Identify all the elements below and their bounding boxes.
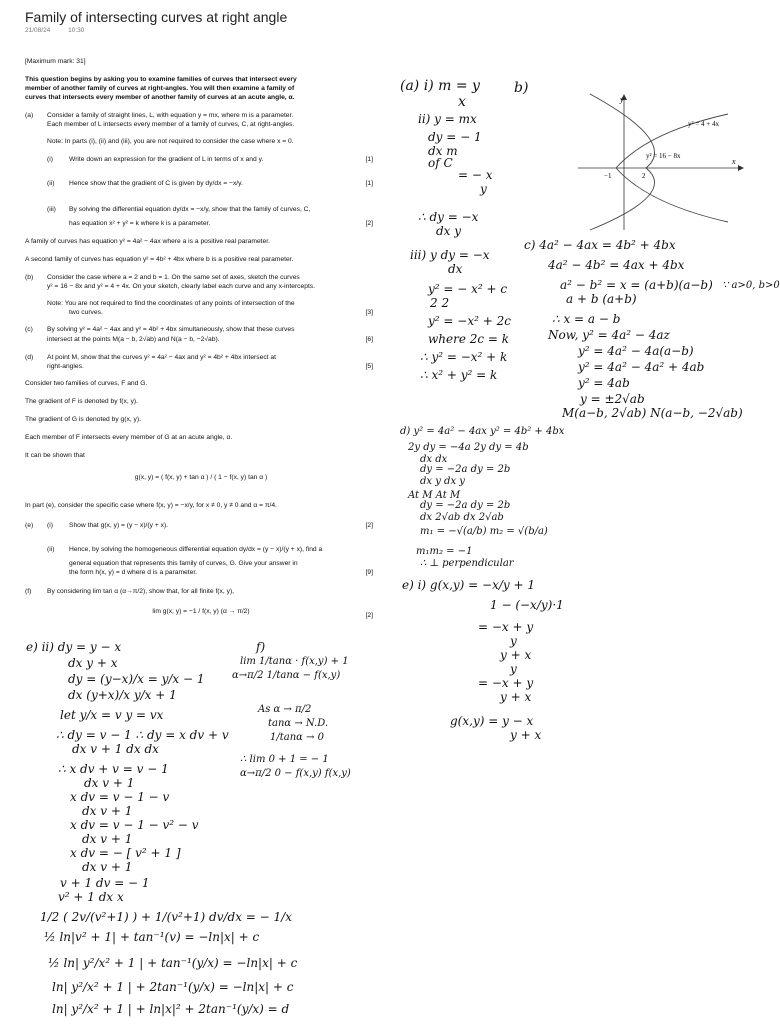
hw-d-6: At M At M [408, 490, 461, 501]
hw-c-8: y² = 4a² − 4a² + 4ab [578, 360, 705, 374]
hw-a-i-1: (a) i) m = y [400, 78, 480, 94]
part-d-text-2: right-angles. [47, 363, 84, 370]
hw-c-9: y² = 4ab [578, 376, 630, 390]
hw-d-7: dy = −2a dy = 2b [420, 500, 511, 511]
page-time: 10:30 [68, 27, 85, 34]
hw-e-ii-2: dx y + x [68, 656, 118, 670]
gradient-f: The gradient of F is denoted by f(x, y). [25, 398, 138, 405]
hw-c-1: c) 4a² − 4ax = 4b² + 4bx [524, 238, 676, 252]
part-e-ii-mark: [9] [365, 569, 373, 576]
family-1: A family of curves has equation y² = 4a² − 4ax where a is a positive real parameter. [25, 238, 270, 245]
hw-e-i-1: e) i) g(x,y) = −x/y + 1 [402, 578, 535, 592]
x-axis-arrow [738, 165, 744, 171]
page-title: Family of intersecting curves at right angle [25, 9, 288, 25]
hw-e-ii-12: x dv = v − 1 − v² − v [70, 818, 199, 832]
x-intercept-right: 2 [642, 172, 646, 180]
part-a-i-text: Write down an expression for the gradient of L in terms of x and y. [69, 156, 264, 163]
part-e-label: (e) [25, 522, 34, 529]
curve-1-label: y² = 4 + 4x [688, 120, 719, 128]
hw-e-ii-18: 1/2 ( 2v/(v²+1) ) + 1/(v²+1) dv/dx = − 1/x [40, 910, 292, 924]
hw-a-ii-6: y [480, 182, 487, 196]
family-2: A second family of curves has equation y² = 4b² + 4bx where b is a positive real parameter. [25, 256, 294, 263]
part-a-i-label: (i) [47, 156, 53, 163]
hw-a-iii-7: ∴ x² + y² = k [420, 368, 498, 382]
hw-e-ii-7: dx v + 1 dx dx [72, 742, 159, 756]
part-a-iii-text-2: has equation x² + y² = k where k is a parameter. [69, 220, 211, 227]
hw-a-ii-4: of C [428, 156, 453, 170]
hw-f-5: tanα → N.D. [268, 718, 329, 729]
hw-e-ii-11: dx v + 1 [82, 804, 133, 818]
part-b-text-1: Consider the case where a = 2 and b = 1. On the same set of axes, sketch the curves [47, 274, 300, 281]
hw-a-ii-1: ii) y = mx [418, 112, 477, 126]
hw-f-7: ∴ lim 0 + 1 = − 1 [240, 754, 329, 765]
hw-a-iii-6: ∴ y² = −x² + k [420, 350, 508, 364]
hw-e-i-5: y + x [500, 648, 532, 662]
part-f-mark: [2] [365, 612, 373, 619]
two-families: Consider two families of curves, F and G. [25, 380, 148, 387]
part-e-i-mark: [2] [365, 522, 373, 529]
page-date: 21/08/24 [25, 27, 51, 34]
part-b-note-1: Note: You are not required to find the coordinates of any points of intersection of the [47, 300, 295, 307]
hw-e-ii-5: let y/x = v y = vx [60, 708, 164, 722]
hw-e-ii-14: x dv = − [ v² + 1 ] [70, 846, 181, 860]
hw-d-8: dx 2√ab dx 2√ab [420, 512, 504, 523]
part-a-text-2: Each member of L intersects every member of a family of curves, C, at right-angles. [47, 121, 295, 128]
hw-a-iii-1b: dx [448, 262, 463, 276]
acute-angle-text: Each member of F intersects every member of G at an acute angle, α. [25, 434, 233, 441]
hw-e-ii-15: dx v + 1 [82, 860, 133, 874]
part-a-ii-mark: [1] [365, 180, 373, 187]
hw-d-1: d) y² = 4a² − 4ax y² = 4b² + 4bx [400, 426, 565, 437]
part-a-label: (a) [25, 112, 34, 119]
part-e-ii-text-2: general equation that represents this family of curves, G. Give your answer in [69, 560, 298, 567]
hw-c-7: y² = 4a² − 4a(a−b) [578, 344, 694, 358]
hw-e-ii-4: dx (y+x)/x y/x + 1 [68, 688, 177, 702]
hw-a-iii-5: where 2c = k [428, 332, 510, 346]
max-mark: [Maximum mark: 31] [25, 58, 86, 65]
hw-a-iii-2: y² = − x² + c [428, 282, 508, 296]
y-axis-label: y [620, 95, 624, 104]
part-b-note-2: two curves. [69, 309, 103, 316]
part-f-text: By considering lim tan α (α→π/2), show that, for all finite f(x, y), [47, 588, 235, 595]
part-a-i-mark: [1] [365, 156, 373, 163]
intro-line-3: curves that intersects every member of another family of curves at an acute angle, α. [25, 94, 295, 101]
hw-f-4: As α → π/2 [258, 704, 312, 715]
hw-d-2: 2y dy = −4a 2y dy = 4b [408, 442, 529, 453]
curve-2-label: y² = 16 − 8x [646, 152, 681, 160]
hw-d-11: ∴ ⊥ perpendicular [420, 558, 514, 569]
part-b-mark: [3] [365, 309, 373, 316]
x-axis-label: x [732, 157, 736, 166]
hw-f-8: α→π/2 0 − f(x,y) f(x,y) [240, 768, 351, 779]
part-b-label: (b) [25, 274, 34, 281]
hw-a-ii-8: dx y [436, 224, 462, 238]
hw-e-ii-9: dx v + 1 [84, 776, 135, 790]
hw-e-i-10: y + x [510, 728, 542, 742]
hw-a-i-2: x [458, 94, 466, 110]
hw-a-iii-4: y² = −x² + 2c [428, 314, 511, 328]
hw-c-3: a² − b² = x = (a+b)(a−b) [560, 278, 713, 292]
intro-line-2: member of another family of curves at right-angles. You will then examine a family of [25, 85, 295, 92]
hw-f-2: lim 1/tanα · f(x,y) + 1 [240, 656, 349, 667]
hw-d-5: dx y dx y [420, 476, 465, 487]
part-f-label: (f) [25, 588, 32, 595]
sketch-graph [578, 92, 748, 232]
hw-e-ii-3: dy = (y−x)/x = y/x − 1 [68, 672, 205, 686]
hw-f-1: f) [256, 640, 266, 654]
hw-c-4: a + b (a+b) [566, 292, 637, 306]
part-e-i-text: Show that g(x, y) = (y − x)/(y + x). [69, 522, 169, 529]
intro-line-1: This question begins by asking you to examine families of curves that intersect every [25, 76, 297, 83]
x-intercept-left: −1 [604, 172, 612, 180]
part-a-iii-mark: [2] [365, 220, 373, 227]
part-c-text-2: intersect at the points M(a − b, 2√ab) and N(a − b, −2√ab). [47, 336, 220, 343]
f-formula: lim g(x, y) = −1 / f(x, y) (α → π/2) [152, 608, 250, 615]
part-c-text-1: By solving y² = 4a² − 4ax and y² = 4b² + 4bx simultaneously, show that these curves [47, 326, 295, 333]
hw-f-3: α→π/2 1/tanα − f(x,y) [232, 670, 341, 681]
hw-e-ii-21: ln| y²/x² + 1 | + 2tan⁻¹(y/x) = −ln|x| + c [52, 980, 294, 994]
hw-d-10: m₁m₂ = −1 [416, 546, 473, 557]
hw-f-6: 1/tanα → 0 [270, 732, 325, 743]
hw-e-i-2: 1 − (−x/y)·1 [490, 598, 564, 612]
part-d-mark: [5] [365, 363, 373, 370]
it-can-be-shown: It can be shown that [25, 452, 85, 459]
hw-a-ii-3: dx m [428, 144, 458, 158]
question-block [25, 56, 377, 630]
hw-e-ii-6: ∴ dy = v − 1 ∴ dy = x dv + v [56, 728, 229, 742]
part-b-text-2: y² = 16 − 8x and y² = 4 + 4x. On your sketch, clearly label each curve and any x-intercepts. [47, 283, 316, 290]
part-c-mark: [6] [365, 336, 373, 343]
page-meta [25, 27, 84, 34]
hw-a-iii-1: iii) y dy = −x [410, 248, 490, 262]
part-e-intro: In part (e), consider the specific case where f(x, y) = −x/y, for x ≠ 0, y ≠ 0 and α = π/4. [25, 502, 277, 509]
hw-e-i-8: y + x [500, 690, 532, 704]
part-a-note: Note: In parts (i), (ii) and (iii), you are not required to consider the case where x = 0. [47, 138, 294, 145]
part-a-iii-text: By solving the differential equation dy/dx = −x/y, show that the family of curves, C, [69, 206, 311, 213]
g-formula: g(x, y) = ( f(x, y) + tan α ) / ( 1 − f(x, y) tan α ) [134, 474, 268, 481]
part-d-label: (d) [25, 354, 34, 361]
hw-e-ii-1: e) ii) dy = y − x [26, 640, 122, 654]
hw-d-3: dx dx [420, 454, 448, 465]
hw-d-4: dy = −2a dy = 2b [420, 464, 511, 475]
hw-c-10: y = ±2√ab [580, 392, 645, 406]
hw-e-ii-20: ½ ln| y²/x² + 1 | + tan⁻¹(y/x) = −ln|x| + c [48, 956, 298, 970]
hw-d-9: m₁ = −√(a/b) m₂ = √(b/a) [420, 526, 548, 537]
part-e-ii-text-1: Hence, by solving the homogeneous differential equation dy/dx = (y − x)/(y + x), find a [69, 546, 323, 553]
part-a-iii-label: (iii) [47, 206, 56, 213]
hw-e-ii-17: v² + 1 dx x [58, 890, 124, 904]
hw-e-i-9: g(x,y) = y − x [450, 714, 534, 728]
hw-c-6: Now, y² = 4a² − 4az [548, 328, 670, 342]
hw-e-i-3: = −x + y [478, 620, 534, 634]
hw-e-i-7: = −x + y [478, 676, 534, 690]
hw-c-4b: ∵ a>0, b>0 [722, 280, 780, 291]
hw-c-2: 4a² − 4b² = 4ax + 4bx [548, 258, 685, 272]
part-a-ii-text: Hence show that the gradient of C is given by dy/dx = −x/y. [69, 180, 243, 187]
part-d-text-1: At point M, show that the curves y² = 4a² − 4ax and y² = 4b² + 4bx intersect at [47, 354, 276, 361]
hw-c-5: ∴ x = a − b [552, 312, 621, 326]
hw-a-ii-5: = − x [458, 168, 493, 182]
hw-a-ii-2: dy = − 1 [428, 130, 482, 144]
hw-e-ii-19: ½ ln|v² + 1| + tan⁻¹(v) = −ln|x| + c [44, 930, 260, 944]
hw-e-ii-22: ln| y²/x² + 1 | + ln|x|² + 2tan⁻¹(y/x) = d [52, 1002, 290, 1016]
gradient-g: The gradient of G is denoted by g(x, y). [25, 416, 141, 423]
hw-e-ii-13: dx v + 1 [82, 832, 133, 846]
hw-e-ii-10: x dv = v − 1 − v [70, 790, 170, 804]
hw-e-i-6: y [510, 662, 517, 676]
hw-c-11: M(a−b, 2√ab) N(a−b, −2√ab) [562, 406, 743, 420]
hw-a-iii-3: 2 2 [430, 296, 450, 310]
hw-a-ii-7: ∴ dy = −x [418, 210, 479, 224]
part-c-label: (c) [25, 326, 33, 333]
part-e-ii-label: (ii) [47, 546, 55, 553]
hw-e-i-4: y [510, 634, 517, 648]
hw-e-ii-16: v + 1 dv = − 1 [60, 876, 150, 890]
part-e-i-label: (i) [47, 522, 53, 529]
part-a-text-1: Consider a family of straight lines, L, with equation y = mx, where m is a parameter. [47, 112, 294, 119]
part-a-ii-label: (ii) [47, 180, 55, 187]
hw-e-ii-8: ∴ x dv + v = v − 1 [58, 762, 169, 776]
part-e-ii-text-3: the form h(x, y) = d where d is a parameter. [69, 569, 198, 576]
hw-b-label: b) [514, 80, 529, 96]
